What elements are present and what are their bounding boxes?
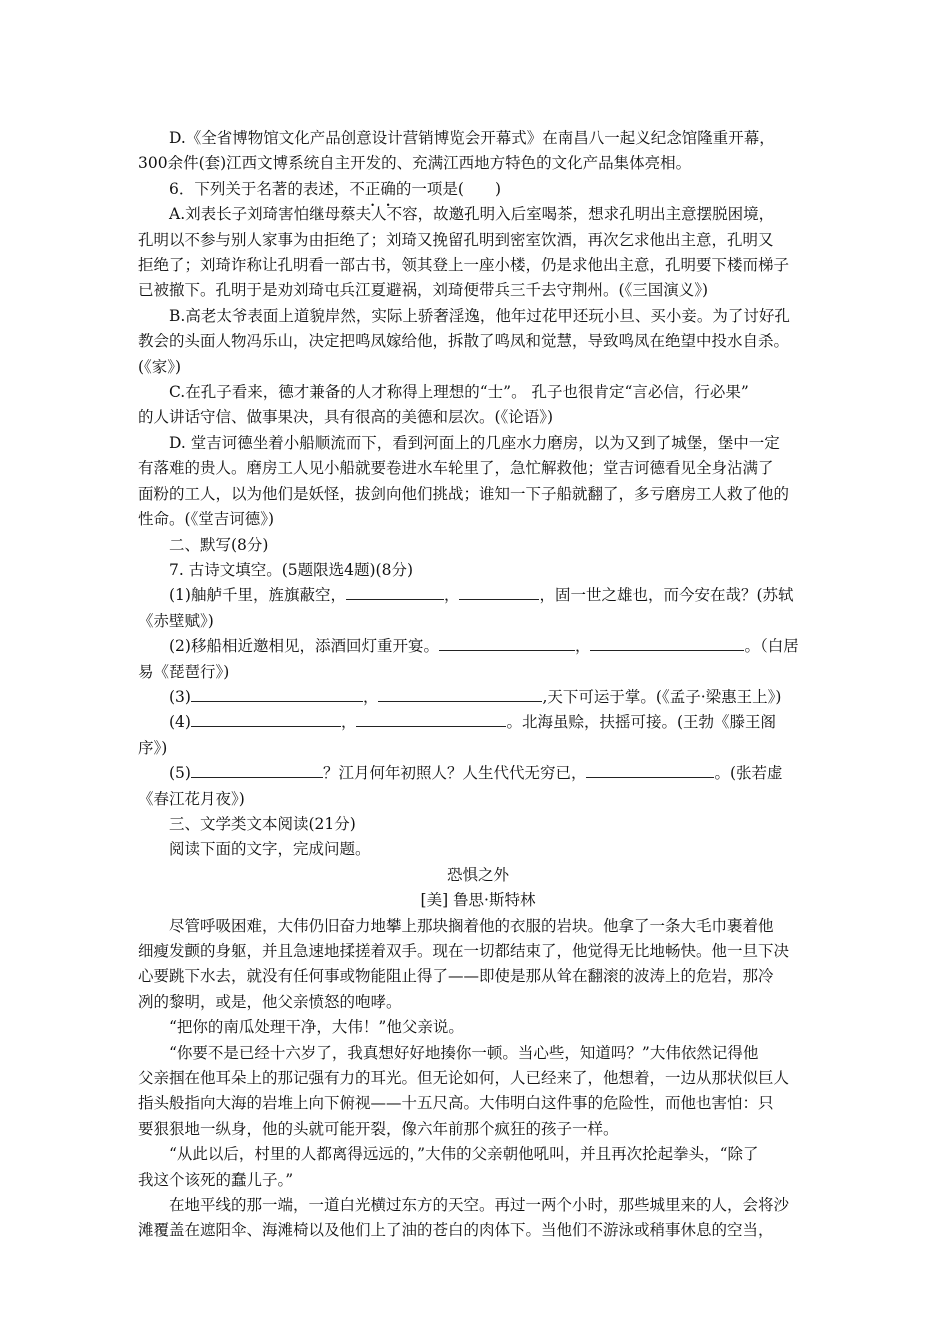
answer-blank[interactable] xyxy=(191,710,341,727)
answer-blank[interactable] xyxy=(590,634,744,651)
story-paragraph-line: 尽管呼吸困难，大伟仍旧奋力地攀上那块搁着他的衣服的岩块。他拿了一条大毛巾裹着他 xyxy=(169,916,774,935)
story-paragraph-line: 父亲掴在他耳朵上的那记强有力的耳光。但无论如何，人已经来了，他想着，一边从那状似巨人 xyxy=(138,1069,790,1088)
q5-option-d-line2: 300余件(套)江西文博系统自主开发的、充满江西地方特色的文化产品集体亮相。 xyxy=(138,154,692,173)
q7-stem: 7. 古诗文填空。(5题限选4题)(8分) xyxy=(169,560,413,579)
q6-option-d-line: D. 堂吉诃德坐着小船顺流而下，看到河面上的几座水力磨房，以为又到了城堡，堡中一定 xyxy=(169,433,780,452)
story-paragraph-line: 心要跳下水去，就没有任何事或物能阻止得了——即使是那从耸在翻滚的波涛上的危岩，那冷 xyxy=(138,967,774,986)
story-author: [美] 鲁思·斯特林 xyxy=(420,891,536,910)
story-paragraph-line: 细瘦发颤的身躯，并且急速地揉搓着双手。现在一切都结束了，他觉得无比地畅快。他一旦下决 xyxy=(138,942,790,960)
q7-item-2: (2)移船相近邀相见，添酒回灯重开宴。 ， 。（白居 xyxy=(138,634,818,659)
answer-blank[interactable] xyxy=(346,583,444,600)
q6-stem-mid: 确 xyxy=(380,179,396,198)
section-2-heading: 二、默写(8分) xyxy=(169,535,269,554)
answer-blank[interactable] xyxy=(191,761,323,778)
q6-stem-post: 的一项是( ) xyxy=(395,179,502,198)
answer-blank[interactable] xyxy=(356,710,506,727)
q7-item-3: (3) ， ,天下可运于掌。(《孟子·梁惠王上》) xyxy=(138,685,818,710)
story-paragraph-line: 指头般指向大海的岩堆上向下俯视——十五尺高。大伟明白这件事的危险性，而他也害怕：只 xyxy=(138,1094,774,1113)
q6-option-a-line: 已被撤下。孔明于是劝刘琦屯兵江夏避祸，刘琦便带兵三千去守荆州。(《三国演义》) xyxy=(138,281,709,300)
q6-option-a-line: 孔明以不参与别人家事为由拒绝了；刘琦又挽留孔明到密室饮酒，再次乞求他出主意，孔明又 xyxy=(138,230,774,249)
q6-option-b-line: 教会的头面人物冯乐山，决定把鸣凤嫁给他，拆散了鸣凤和觉慧，导致鸣凤在绝望中投水自杀。 xyxy=(138,332,790,351)
q7-item-4-source: 序》) xyxy=(138,738,168,757)
story-paragraph-line: “把你的南瓜处理干净，大伟！”他父亲说。 xyxy=(169,1018,464,1037)
story-paragraph-line: “你要不是已经十六岁了，我真想好好地揍你一顿。当心些，知道吗？”大伟依然记得他 xyxy=(169,1043,759,1062)
q7-item-5-source: 《春江花月夜》) xyxy=(138,789,245,808)
story-paragraph-line: 我这个该死的蠢儿子。” xyxy=(138,1170,294,1189)
story-paragraph-line: 冽的黎明，或是，他父亲愤怒的咆哮。 xyxy=(138,992,402,1011)
q6-option-a-line: A.刘表长子刘琦害怕继母蔡夫人不容，故邀孔明入后室喝茶，想求孔明出主意摆脱困境， xyxy=(169,205,775,224)
story-paragraph-line: 在地平线的那一端，一道白光横过东方的天空。再过一两个小时，那些城里来的人，会将沙 xyxy=(169,1196,790,1215)
answer-blank[interactable] xyxy=(191,685,363,702)
answer-blank[interactable] xyxy=(586,761,714,778)
q6-option-b-line: B.高老太爷表面上道貌岸然，实际上骄奢淫逸，他年过花甲还玩小旦、买小妾。为了讨好孔 xyxy=(169,306,790,325)
answer-blank[interactable] xyxy=(459,583,539,600)
q6-emphasis-char-1: 不 xyxy=(349,179,365,198)
q7-item-2-source: 易《琵琶行》) xyxy=(138,662,230,681)
story-paragraph-line: 要狠狠地一纵身，他的头就可能开裂，像六年前那个疯狂的孩子一样。 xyxy=(138,1119,619,1138)
answer-blank[interactable] xyxy=(378,685,542,702)
q7-item-4: (4) ， 。北海虽赊，扶摇可接。(王勃《滕王阁 xyxy=(138,710,818,735)
story-paragraph-line: 滩覆盖在遮阳伞、海滩椅以及他们上了油的苍白的肉体下。当他们不游泳或稍事休息的空当， xyxy=(138,1221,774,1240)
q6-option-b-line: (《家》) xyxy=(138,357,182,376)
q7-item-1: (1)舳舻千里，旌旗蔽空， ， ，固一世之雄也，而今安在哉？(苏轼 xyxy=(138,583,818,608)
answer-blank[interactable] xyxy=(439,634,575,651)
q6-emphasis-char-2: 正 xyxy=(364,179,381,198)
section-3-heading: 三、文学类文本阅读(21分) xyxy=(169,814,356,833)
q7-item-5: (5) ？江月何年初照人？人生代代无穷已， 。(张若虚 xyxy=(138,761,818,786)
reading-instruction: 阅读下面的文字，完成问题。 xyxy=(169,840,371,859)
q6-option-d-line: 面粉的工人，以为他们是妖怪，拔剑向他们挑战；谁知一下子船就翻了，多亏磨房工人救了他的 xyxy=(138,484,790,503)
q6-option-a-line: 拒绝了；刘琦诈称让孔明看一部古书，领其登上一座小楼，仍是求他出主意，孔明要下楼而梯子 xyxy=(138,256,790,275)
q6-option-c-line: C.在孔子看来，德才兼备的人才称得上理想的“士”。 孔子也很肯定“言必信，行必果” xyxy=(169,383,749,402)
story-paragraph-line: “从此以后，村里的人都离得远远的，”大伟的父亲朝他吼叫，并且再次抡起拳头，“除了 xyxy=(169,1145,759,1164)
q6-option-c-line: 的人讲话守信、做事果决，具有很高的美德和层次。(《论语》) xyxy=(138,408,554,427)
q6-option-d-line: 性命。(《堂吉诃德》) xyxy=(138,510,275,529)
q6-stem xyxy=(138,177,818,202)
document-page xyxy=(138,126,818,1244)
story-title: 恐惧之外 xyxy=(446,865,509,884)
q6-stem-pre: 6．下列关于名著的表述， xyxy=(169,179,350,198)
q7-item-1-source: 《赤壁赋》) xyxy=(138,611,214,630)
q6-option-d-line: 有落难的贵人。磨房工人见小船就要卷进水车轮里了，急忙解救他；堂吉诃德看见全身沾满了 xyxy=(138,459,774,478)
q5-option-d-line1: D.《全省博物馆文化产品创意设计营销博览会开幕式》在南昌八一起义纪念馆隆重开幕， xyxy=(169,129,775,147)
